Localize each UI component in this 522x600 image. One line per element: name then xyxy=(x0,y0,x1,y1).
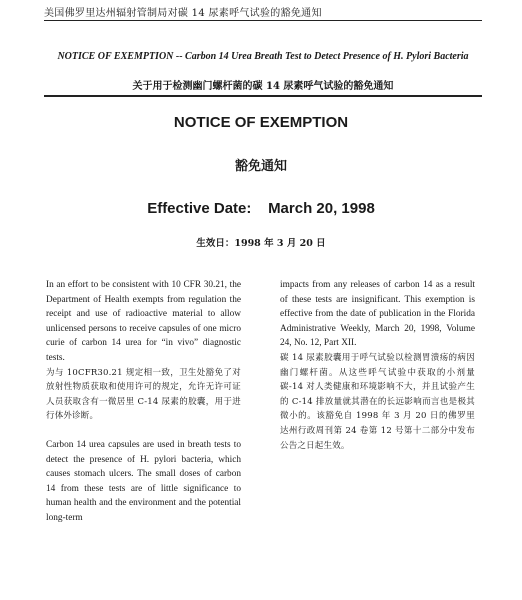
effective-date-label: Effective Date: xyxy=(147,200,252,217)
document-title-zh: 关于用于检测幽门螺杆菌的碳 14 尿素呼气试验的豁免通知 xyxy=(132,81,394,92)
paragraph-zh: 为与 10CFR30.21 规定相一致，卫生处豁免了对放射性物质获取和使用许可的规定，允许无许可证人员获取含有一微居里 C-14 尿素的胶囊，用于进行体外诊断。 xyxy=(46,367,241,422)
effective-date-zh: 生效日：1998 年 3 月 20 日 xyxy=(196,238,326,249)
document-title-en: NOTICE OF EXEMPTION -- Carbon 14 Urea Breath Test to Detect Presence of H. Pylori Bacteria xyxy=(57,51,469,62)
paragraph-en: Carbon 14 urea capsules are used in breath tests to detect the presence of H. pylori bacteria, which causes stomach ulcers. The small doses of carbon 14 from these tests are of little significance to human health and the environment and the potential long-term xyxy=(46,439,241,523)
effective-date-line xyxy=(0,200,522,217)
left-column xyxy=(46,278,241,526)
header-rule xyxy=(44,20,482,21)
right-column xyxy=(280,278,475,453)
paragraph-zh: 碳 14 尿素胶囊用于呼气试验以检测胃溃疡的病因幽门螺杆菌。从这些呼气试验中获取的小剂量碳-14 对人类健康和环境影响不大，并且试验产生的 C-14 排放量就其潜在的长远影响而言也是极其微小的。该豁免自 1998 年 3 月 20 日的佛罗里达州行政周刊第 24 卷第 12 号第十二部分中发布公告之日起生效。 xyxy=(280,352,475,451)
effective-date-value: March 20, 1998 xyxy=(268,200,375,217)
notice-heading-zh: 豁免通知 xyxy=(234,159,287,174)
running-title: 美国佛罗里达州辐射管制局对碳 14 尿素呼气试验的豁免通知 xyxy=(44,8,322,19)
title-rule xyxy=(44,95,482,97)
notice-heading: NOTICE OF EXEMPTION xyxy=(173,114,349,131)
paragraph-en: impacts from any releases of carbon 14 as a result of these tests are insignificant. This exemption is effective from the date of publication in the Florida Administrative Weekly, March 20, 1998, Volume 24, No. 12, Part XII. xyxy=(280,280,475,349)
paragraph-en: In an effort to be consistent with 10 CFR 30.21, the Department of Health exempts from regulation the receipt and use of radioactive material to allow unlicensed persons to receive capsules of one micro curie of carbon 14 urea for “in vivo” diagnostic tests. xyxy=(46,280,241,363)
